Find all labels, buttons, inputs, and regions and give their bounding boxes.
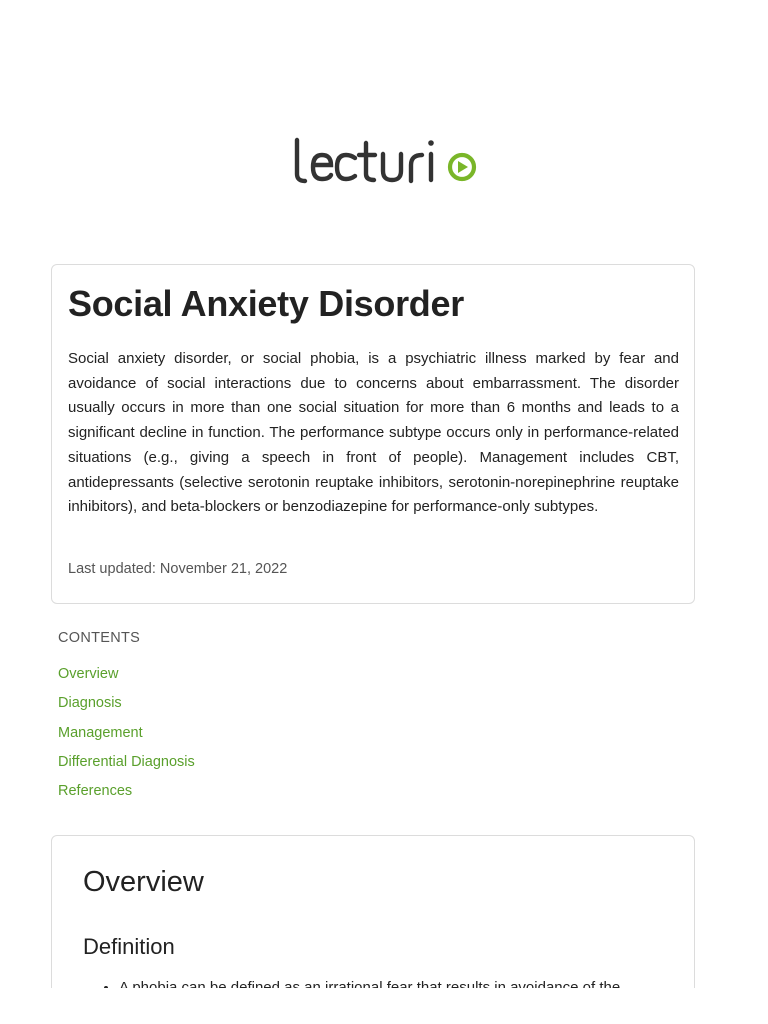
lecturio-logo[interactable] [291, 134, 481, 186]
subsection-title-definition: Definition [83, 934, 175, 959]
last-updated-date: Last updated: November 21, 2022 [68, 561, 288, 577]
page-title: Social Anxiety Disorder [68, 283, 464, 324]
table-of-contents [58, 628, 458, 810]
summary-card [51, 264, 695, 604]
summary-paragraph: Social anxiety disorder, or social phobia, is a psychiatric illness marked by fear and avoidance of social interactions due to concerns about embarrassment. The disorder usually occurs in more than one social situation for more than 6 months and leads to a significant decline in function. The performance subtype occurs only in performance-related situations (e.g., giving a speech in front of people). Management includes CBT, antidepressants (selective serotonin reuptake inhibitors, serotonin-norepinephrine reuptake inhibitors), and beta-blockers or benzodiazepine for performance-only subtypes. [68, 350, 679, 516]
toc-link-differential-diagnosis[interactable]: Differential Diagnosis [58, 753, 195, 770]
contents-heading: CONTENTS [58, 630, 141, 646]
toc-link-diagnosis[interactable]: Diagnosis [58, 695, 122, 712]
toc-link-overview[interactable]: Overview [58, 666, 119, 682]
toc-link-management[interactable]: Management [58, 724, 143, 741]
toc-list [58, 664, 458, 810]
section-title-overview: Overview [83, 866, 204, 898]
toc-link-references[interactable]: References [58, 783, 133, 800]
viewport-bottom-edge [0, 988, 768, 1024]
